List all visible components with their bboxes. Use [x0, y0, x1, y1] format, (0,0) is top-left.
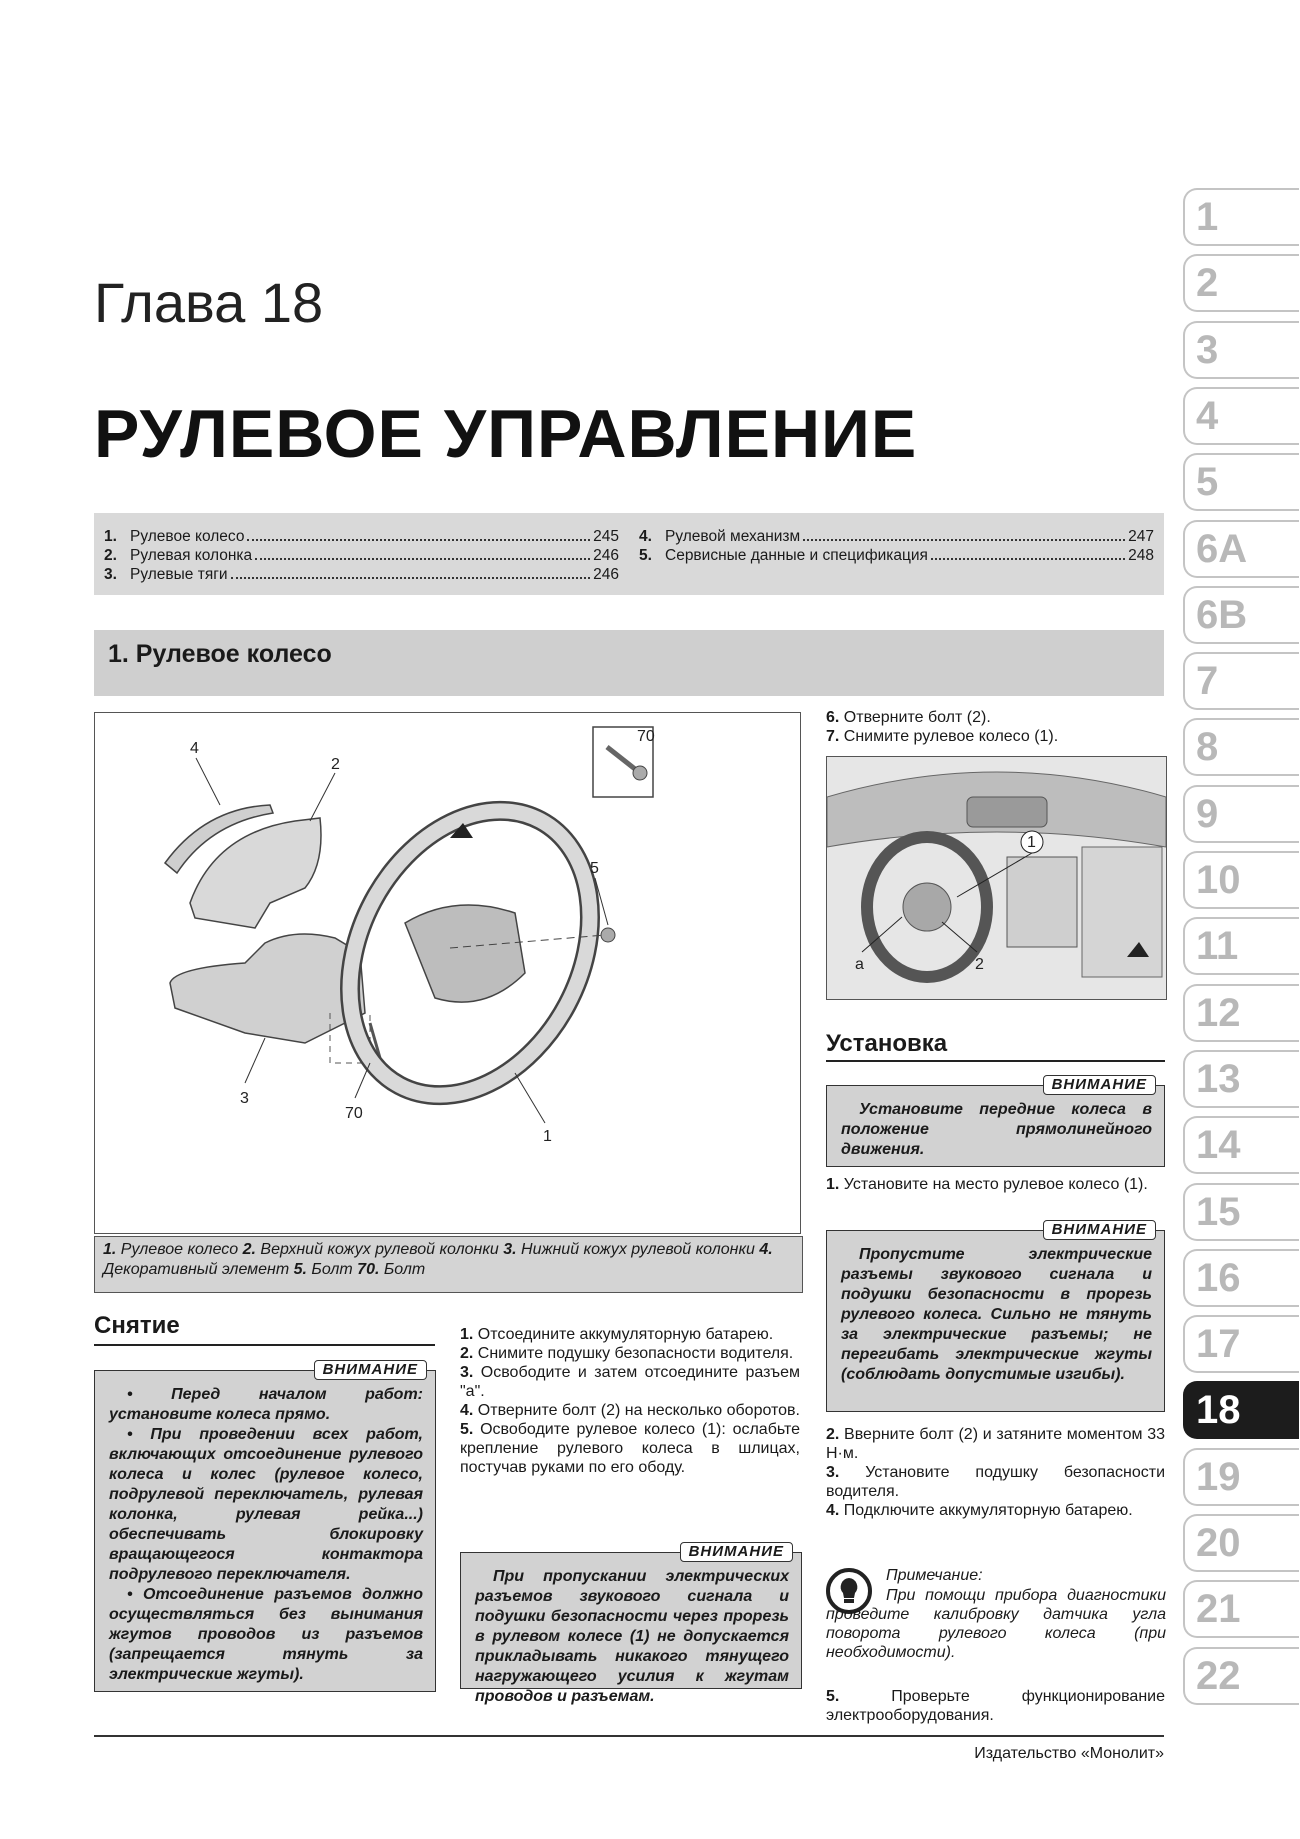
leader-line [310, 773, 335, 821]
section-title: 1. Рулевое колесо [108, 640, 332, 668]
exploded-diagram [95, 713, 800, 1233]
toc-row[interactable] [639, 527, 1154, 546]
chapter-tab[interactable]: 14 [1183, 1116, 1299, 1174]
install-steps [826, 1425, 1165, 1520]
leader-line [355, 1063, 370, 1098]
toc-row[interactable] [104, 565, 619, 584]
leader-line [245, 1038, 265, 1083]
caption-number: 1. [103, 1241, 117, 1258]
removal-warning-box-2 [460, 1543, 802, 1705]
chapter-tab[interactable]: 3 [1183, 321, 1299, 379]
toc-row[interactable] [104, 546, 619, 565]
publisher-name: Издательство «Монолит» [974, 1745, 1164, 1762]
chapter-tab[interactable]: 5 [1183, 453, 1299, 511]
step-text: Отверните болт (2). [839, 709, 991, 726]
chapter-tab[interactable]: 6B [1183, 586, 1299, 644]
step-number: 4. [826, 1502, 840, 1519]
lower-shroud-part [170, 934, 365, 1043]
warning-text [827, 1086, 1164, 1168]
caption-text: Нижний кожух рулевой колонки [516, 1241, 760, 1258]
toc-number: 3. [104, 566, 117, 583]
removal-steps-right [826, 708, 1165, 746]
warning-paragraph: • Отсоединение разъемов должно осуществляться без вынимания жгутов проводов из разъемов (запрещается тянуть за электрические жгуты). [109, 1586, 423, 1683]
steering-wheel-exploded-figure [94, 712, 801, 1234]
warning-paragraph: Установите передние колеса в положение прямолинейного движения. [841, 1101, 1152, 1158]
warning-text [461, 1553, 801, 1715]
note-title: Примечание: [886, 1567, 983, 1584]
step-number: 4. [460, 1402, 474, 1419]
step-item [460, 1401, 800, 1420]
step-number: 3. [826, 1464, 840, 1481]
callout-number: 3 [240, 1090, 249, 1107]
step-number: 1. [826, 1176, 840, 1193]
toc-leader [255, 558, 590, 560]
step-item [460, 1344, 800, 1363]
caption-number: 4. [759, 1241, 773, 1258]
install-heading-rule [826, 1060, 1165, 1062]
dashboard-illustration [827, 757, 1166, 999]
chapter-tab[interactable]: 17 [1183, 1315, 1299, 1373]
footer-rule [94, 1735, 1164, 1737]
step-number: 5. [826, 1688, 840, 1705]
chapter-tab[interactable]: 6A [1183, 520, 1299, 578]
step-text: Отверните болт (2) на несколько оборотов. [473, 1402, 800, 1419]
chapter-tab[interactable]: 4 [1183, 387, 1299, 445]
chapter-tab[interactable]: 18 [1183, 1381, 1299, 1439]
chapter-label: Глава 18 [94, 271, 324, 334]
chapter-tab[interactable]: 8 [1183, 718, 1299, 776]
chapter-tab[interactable]: 11 [1183, 917, 1299, 975]
toc-number: 2. [104, 547, 117, 564]
caption-text: Верхний кожух рулевой колонки [255, 1241, 504, 1258]
caption-number: 70. [357, 1261, 380, 1278]
step-item [826, 708, 1165, 727]
toc-label: Сервисные данные и спецификация [665, 547, 928, 564]
toc-leader [247, 539, 590, 541]
install-step-5 [826, 1687, 1165, 1725]
toc-number: 4. [639, 528, 652, 545]
step-number: 7. [826, 728, 840, 745]
bolt-5-part [601, 928, 615, 942]
step-text: Установите на место рулевое колесо (1). [839, 1176, 1148, 1193]
caption-number: 3. [503, 1241, 517, 1258]
chapter-tab[interactable]: 20 [1183, 1514, 1299, 1572]
removal-steps [460, 1325, 800, 1477]
callout-number: 1 [543, 1128, 552, 1145]
warning-tag: ВНИМАНИЕ [1043, 1220, 1156, 1240]
toc-column-left [104, 527, 619, 584]
toc-page: 245 [593, 528, 619, 545]
step-item [460, 1325, 800, 1344]
chapter-tab[interactable]: 1 [1183, 188, 1299, 246]
install-step-1 [826, 1175, 1165, 1194]
steering-wheel-hub [405, 905, 525, 1002]
caption-text: Декоративный элемент [103, 1261, 294, 1278]
warning-tag: ВНИМАНИЕ [1043, 1075, 1156, 1095]
step-text: Подключите аккумуляторную батарею. [839, 1502, 1133, 1519]
step-item [460, 1363, 800, 1401]
caption-text: Болт [379, 1261, 426, 1278]
toc-leader [231, 577, 591, 579]
chapter-title: РУЛЕВОЕ УПРАВЛЕНИЕ [94, 396, 918, 472]
toc-page: 248 [1128, 547, 1154, 564]
toc-label: Рулевой механизм [665, 528, 801, 545]
caption-text: Рулевое колесо [116, 1241, 243, 1258]
warning-paragraph: • При проведении всех работ, включающих отсоединение рулевого колеса и колес (рулевое колесо, подрулевой переключатель, рулевая колонка, рулевая рейка...) обеспечивать блокировку вращающегося контактора подрулевого переключателя. [109, 1426, 423, 1583]
callout-letter: a [855, 956, 864, 973]
chapter-tab[interactable]: 16 [1183, 1249, 1299, 1307]
chapter-tab[interactable]: 12 [1183, 984, 1299, 1042]
warning-text [827, 1231, 1164, 1393]
install-warning-box-2 [826, 1221, 1165, 1412]
warning-paragraph: • Перед началом работ: установите колеса прямо. [109, 1386, 423, 1423]
step-item [826, 1175, 1165, 1194]
table-of-contents [94, 513, 1164, 595]
warning-paragraph: Пропустите электрические разъемы звукового сигнала и подушки безопасности в прорезь рулевого колеса. Сильно не тянуть за электрические разъемы; не перегибать электрические жгуты (соблюдать допустимые изгибы). [841, 1246, 1152, 1383]
leader-line [515, 1073, 545, 1123]
figure-caption [94, 1236, 803, 1293]
toc-number: 5. [639, 547, 652, 564]
step-item [460, 1420, 800, 1477]
step-text: Снимите подушку безопасности водителя. [473, 1345, 794, 1362]
callout-number: 1 [1027, 834, 1036, 851]
removal-heading-rule [94, 1344, 435, 1346]
chapter-tab[interactable]: 21 [1183, 1580, 1299, 1638]
chapter-tab[interactable]: 19 [1183, 1448, 1299, 1506]
step-text: Снимите рулевое колесо (1). [839, 728, 1059, 745]
chapter-tab[interactable]: 13 [1183, 1050, 1299, 1108]
toc-page: 247 [1128, 528, 1154, 545]
step-text: Установите подушку безопасности водителя. [826, 1464, 1165, 1500]
toc-label: Рулевые тяги [130, 566, 228, 583]
note-text: При помощи прибора диагностики проведите калибровку датчика угла поворота рулевого колеса (при необходимости). [826, 1587, 1166, 1661]
toc-leader [931, 558, 1125, 560]
step-number: 3. [460, 1364, 474, 1381]
warning-tag: ВНИМАНИЕ [680, 1542, 793, 1562]
callout-number: 70 [637, 728, 655, 745]
dashboard-figure [826, 756, 1167, 1000]
callout-number: 2 [331, 756, 340, 773]
chapter-tab[interactable]: 15 [1183, 1183, 1299, 1241]
warning-paragraph: При пропускании электрических разъемов звукового сигнала и подушки безопасности через прорезь в рулевом колесе (1) не допускается прикладывать никакого тянущего нагружающего усилия к жгутам проводов и разъемам. [475, 1568, 789, 1705]
step-text: Отсоедините аккумуляторную батарею. [473, 1326, 774, 1343]
step-text: Освободите рулевое колесо (1): ослабьте крепление рулевого колеса в шлицах, постучав руками по его ободу. [460, 1421, 800, 1476]
callout-number: 70 [345, 1105, 363, 1122]
step-number: 1. [460, 1326, 474, 1343]
install-warning-box [826, 1076, 1165, 1167]
step-text: Вверните болт (2) и затяните моментом 33 Н·м. [826, 1426, 1165, 1462]
caption-text: Болт [306, 1261, 358, 1278]
chapter-tab[interactable]: 9 [1183, 785, 1299, 843]
toc-row[interactable] [104, 527, 619, 546]
install-heading: Установка [826, 1030, 948, 1057]
toc-page: 246 [593, 566, 619, 583]
chapter-tab[interactable]: 10 [1183, 851, 1299, 909]
step-item [826, 1687, 1165, 1725]
toc-number: 1. [104, 528, 117, 545]
caption-number: 2. [242, 1241, 256, 1258]
step-item [826, 1425, 1165, 1463]
toc-leader [803, 539, 1125, 541]
callout-number: 4 [190, 740, 199, 757]
leader-line [196, 758, 220, 805]
step-number: 2. [826, 1426, 840, 1443]
callout-number: 5 [590, 860, 599, 877]
step-item [826, 1463, 1165, 1501]
toc-column-right [639, 527, 1154, 565]
chapter-tab[interactable]: 2 [1183, 254, 1299, 312]
caption-number: 5. [293, 1261, 307, 1278]
chapter-tab[interactable]: 7 [1183, 652, 1299, 710]
callout-number: 2 [975, 956, 984, 973]
toc-label: Рулевое колесо [130, 528, 245, 545]
step-number: 5. [460, 1421, 474, 1438]
removal-warning-box [94, 1361, 436, 1692]
step-text: Проверьте функционирование электрооборудования. [826, 1688, 1165, 1724]
warning-tag: ВНИМАНИЕ [314, 1360, 427, 1380]
toc-page: 246 [593, 547, 619, 564]
step-text: Освободите и затем отсоедините разъем "а". [460, 1364, 800, 1400]
warning-text [95, 1371, 435, 1693]
toc-label: Рулевая колонка [130, 547, 253, 564]
step-number: 6. [826, 709, 840, 726]
toc-row[interactable] [639, 546, 1154, 565]
step-item [826, 727, 1165, 746]
chapter-tab[interactable]: 22 [1183, 1647, 1299, 1705]
step-number: 2. [460, 1345, 474, 1362]
step-item [826, 1501, 1165, 1520]
removal-heading: Снятие [94, 1312, 180, 1339]
